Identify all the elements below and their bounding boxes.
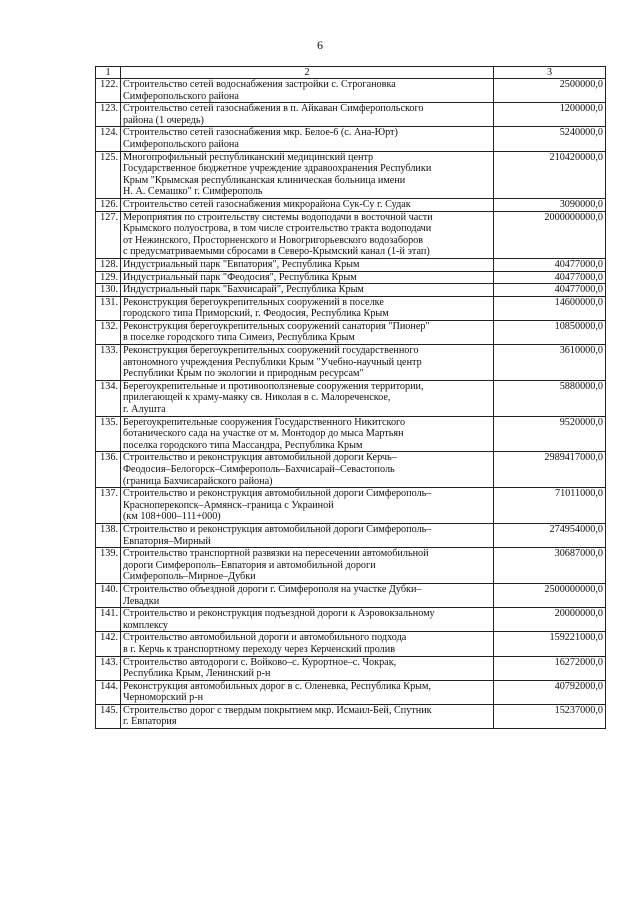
funding-table [95, 66, 606, 729]
table-row [96, 548, 606, 584]
row-name-cell: Строительство и реконструкция автомобильной дороги Симферополь– Евпатория–Мирный [121, 523, 494, 547]
page-number: 6 [317, 38, 323, 52]
row-amount-cell: 30687000,0 [494, 548, 606, 584]
row-name-cell: Строительство автомобильной дороги и автомобильного подхода в г. Керчь к транспортному переходу через Керченский пролив [121, 632, 494, 656]
row-name-cell: Строительство и реконструкция подъездной дороги к Аэровокзальному комплексу [121, 608, 494, 632]
row-number-cell: 135. [96, 416, 121, 452]
row-number-cell: 145. [96, 704, 121, 728]
row-name-cell: Строительство сетей газоснабжения мкр. Белое-6 (с. Ана-Юрт) Симферопольского района [121, 127, 494, 151]
row-name-cell: Реконструкция берегоукрепительных сооружений государственного автономного учреждения Республики Крым "Учебно-научный центр Республики Крым по экологии и природным ресурсам" [121, 345, 494, 381]
table-row [96, 608, 606, 632]
row-amount-cell: 10850000,0 [494, 320, 606, 344]
row-number-cell: 131. [96, 296, 121, 320]
row-amount-cell: 71011000,0 [494, 488, 606, 524]
row-amount-cell: 2000000000,0 [494, 211, 606, 258]
table-row [96, 296, 606, 320]
table-row [96, 656, 606, 680]
row-number-cell: 140. [96, 583, 121, 607]
row-number-cell: 122. [96, 79, 121, 103]
row-amount-cell: 5240000,0 [494, 127, 606, 151]
row-amount-cell: 2500000000,0 [494, 583, 606, 607]
table-row [96, 632, 606, 656]
row-amount-cell: 2989417000,0 [494, 452, 606, 488]
row-name-cell: Строительство объездной дороги г. Симферополя на участке Дубки– Левадки [121, 583, 494, 607]
column-header-amount: 3 [494, 67, 606, 79]
table-header-row [96, 67, 606, 79]
row-name-cell: Строительство сетей водоснабжения застройки с. Строгановка Симферопольского района [121, 79, 494, 103]
row-number-cell: 125. [96, 151, 121, 198]
row-name-cell: Строительство автодороги с. Войково–с. Курортное–с. Чокрак, Республика Крым, Ленинский р-н [121, 656, 494, 680]
row-name-cell: Индустриальный парк "Феодосия", Республика Крым [121, 271, 494, 284]
row-amount-cell: 40477000,0 [494, 258, 606, 271]
row-name-cell: Многопрофильный республиканский медицинский центр Государственное бюджетное учреждение здравоохранения Республики Крым "Крымская республиканская клиническая больница имени Н. А. Семашко" г. Симферополь [121, 151, 494, 198]
row-amount-cell: 274954000,0 [494, 523, 606, 547]
table-row [96, 198, 606, 211]
table-row [96, 271, 606, 284]
table-row [96, 704, 606, 728]
row-amount-cell: 40792000,0 [494, 680, 606, 704]
row-number-cell: 139. [96, 548, 121, 584]
row-number-cell: 126. [96, 198, 121, 211]
table-row [96, 258, 606, 271]
table-row [96, 320, 606, 344]
table-row [96, 523, 606, 547]
row-number-cell: 143. [96, 656, 121, 680]
table-row [96, 284, 606, 297]
row-amount-cell: 159221000,0 [494, 632, 606, 656]
table-row [96, 452, 606, 488]
row-amount-cell: 5880000,0 [494, 380, 606, 416]
row-number-cell: 134. [96, 380, 121, 416]
row-name-cell: Реконструкция берегоукрепительных сооружений санатория "Пионер" в поселке городского типа Симеиз, Республика Крым [121, 320, 494, 344]
row-amount-cell: 3090000,0 [494, 198, 606, 211]
row-number-cell: 136. [96, 452, 121, 488]
row-name-cell: Индустриальный парк "Евпатория", Республика Крым [121, 258, 494, 271]
table-row [96, 151, 606, 198]
row-name-cell: Строительство сетей газоснабжения микрорайона Сук-Су г. Судак [121, 198, 494, 211]
row-amount-cell: 16272000,0 [494, 656, 606, 680]
row-number-cell: 144. [96, 680, 121, 704]
row-name-cell: Строительство сетей газоснабжения в п. Айкаван Симферопольского района (1 очередь) [121, 103, 494, 127]
row-amount-cell: 40477000,0 [494, 271, 606, 284]
row-number-cell: 137. [96, 488, 121, 524]
table-row [96, 103, 606, 127]
row-number-cell: 142. [96, 632, 121, 656]
row-number-cell: 130. [96, 284, 121, 297]
table-row [96, 583, 606, 607]
row-name-cell: Индустриальный парк "Бахчисарай", Республика Крым [121, 284, 494, 297]
row-name-cell: Строительство дорог с твердым покрытием мкр. Исмаил-Бей, Спутник г. Евпатория [121, 704, 494, 728]
column-header-number: 1 [96, 67, 121, 79]
row-amount-cell: 3610000,0 [494, 345, 606, 381]
table-row [96, 488, 606, 524]
row-amount-cell: 40477000,0 [494, 284, 606, 297]
row-name-cell: Строительство транспортной развязки на пересечении автомобильной дороги Симферополь–Евпатория и автомобильной дороги Симферополь–Мирное–Дубки [121, 548, 494, 584]
row-number-cell: 123. [96, 103, 121, 127]
row-number-cell: 128. [96, 258, 121, 271]
column-header-name: 2 [121, 67, 494, 79]
table-row [96, 416, 606, 452]
table-row [96, 380, 606, 416]
row-amount-cell: 1200000,0 [494, 103, 606, 127]
row-number-cell: 133. [96, 345, 121, 381]
row-number-cell: 127. [96, 211, 121, 258]
row-name-cell: Берегоукрепительные и противооползневые сооружения территории, прилегающей к храму-маяку св. Николая в с. Малореченское, г. Алушта [121, 380, 494, 416]
row-name-cell: Реконструкция автомобильных дорог в с. Оленевка, Республика Крым, Черноморский р-н [121, 680, 494, 704]
row-amount-cell: 210420000,0 [494, 151, 606, 198]
table-row [96, 211, 606, 258]
row-number-cell: 138. [96, 523, 121, 547]
table-row [96, 127, 606, 151]
row-amount-cell: 14600000,0 [494, 296, 606, 320]
table-row [96, 79, 606, 103]
row-amount-cell: 20000000,0 [494, 608, 606, 632]
table-row [96, 680, 606, 704]
row-name-cell: Строительство и реконструкция автомобильной дороги Керчь– Феодосия–Белогорск–Симферополь–Бахчисарай–Севастополь (граница Бахчисарайского района) [121, 452, 494, 488]
table-row [96, 345, 606, 381]
row-amount-cell: 2500000,0 [494, 79, 606, 103]
row-number-cell: 132. [96, 320, 121, 344]
row-amount-cell: 9520000,0 [494, 416, 606, 452]
row-name-cell: Реконструкция берегоукрепительных сооружений в поселке городского типа Приморский, г. Феодосия, Республика Крым [121, 296, 494, 320]
row-name-cell: Строительство и реконструкция автомобильной дороги Симферополь– Красноперекопск–Армянск–граница с Украиной (км 108+000–111+000) [121, 488, 494, 524]
row-amount-cell: 15237000,0 [494, 704, 606, 728]
row-name-cell: Мероприятия по строительству системы водоподачи в восточной части Крымского полуострова, в том числе строительство тракта водоподачи от Нежинского, Просторненского и Новогригорьевского водозаборов с предусматриваемыми сбросами в Северо-Крымский канал (1-й этап) [121, 211, 494, 258]
row-number-cell: 129. [96, 271, 121, 284]
row-name-cell: Берегоукрепительные сооружения Государственного Никитского ботанического сада на участке от м. Монтодор до мыса Мартьян поселка городского типа Массандра, Республика Крым [121, 416, 494, 452]
row-number-cell: 124. [96, 127, 121, 151]
row-number-cell: 141. [96, 608, 121, 632]
